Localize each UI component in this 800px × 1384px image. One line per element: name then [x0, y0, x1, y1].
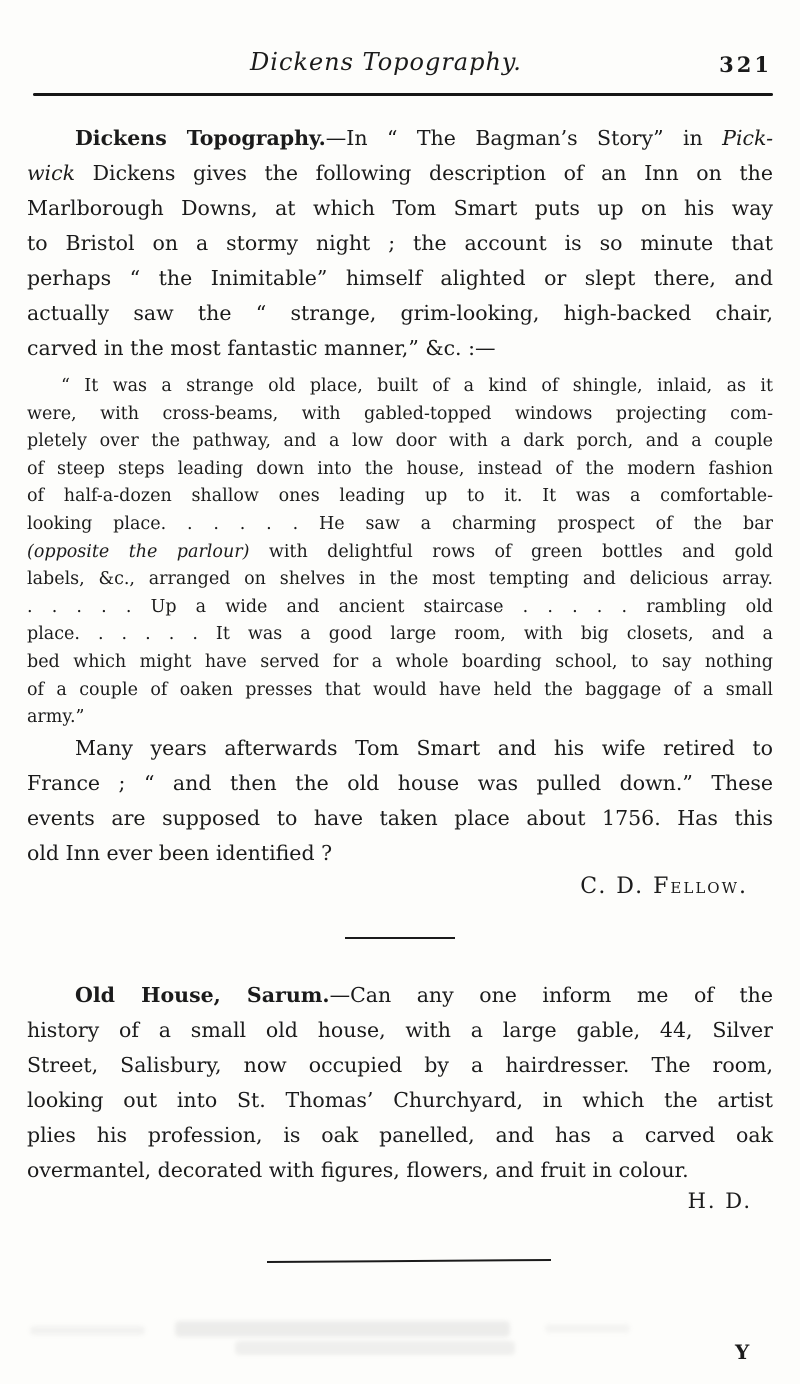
text-segment: labels, &c., arranged on shelves in the most tempting and delicious array. — [27, 569, 773, 590]
text-segment: pletely over the pathway, and a low door with a dark porch, and a couple — [27, 431, 773, 452]
text-line — [27, 373, 773, 401]
text-line — [27, 428, 773, 456]
text-segment: perhaps “ the Inimitable” himself alighted or slept there, and — [27, 266, 773, 290]
text-line — [27, 226, 773, 261]
text-segment: bed which might have served for a whole boarding school, to say nothing — [27, 651, 773, 672]
text-line — [27, 191, 773, 226]
text-segment: actually saw the “ strange, grim-looking, high-backed chair, — [27, 301, 773, 325]
bleed-through-artifact — [30, 1326, 145, 1335]
text-segment: wick — [27, 161, 76, 185]
bleed-through-artifact — [235, 1341, 515, 1355]
text-segment: overmantel, decorated with figures, flowers, and fruit in colour. — [27, 1158, 689, 1182]
bleed-through-artifact — [545, 1324, 630, 1333]
text-segment: of half-a-dozen shallow ones leading up to it. It was a comfortable- — [27, 486, 773, 507]
header-rule — [33, 93, 773, 96]
text-segment: history of a small old house, with a large gable, 44, Silver — [27, 1018, 773, 1042]
text-line — [27, 566, 773, 594]
text-line — [27, 1048, 773, 1083]
text-line — [27, 801, 773, 836]
text-line — [27, 704, 773, 732]
text-segment: Marlborough Downs, at which Tom Smart puts up on his way — [27, 196, 773, 220]
pickwick-quote-block — [27, 373, 773, 732]
text-segment: events are supposed to have taken place about 1756. Has this — [27, 806, 773, 830]
text-segment: of a couple of oaken presses that would have held the baggage of a small — [27, 679, 773, 700]
page-number: 321 — [719, 52, 772, 77]
running-header: Dickens Topography. — [250, 48, 522, 76]
text-segment: Dickens gives the following description of an Inn on the — [75, 161, 773, 185]
text-line — [27, 401, 773, 429]
dickens-topography-paragraph-2 — [27, 731, 773, 871]
text-segment: place. . . . . . It was a good large room, with big closets, and a — [27, 624, 773, 645]
text-line — [27, 1013, 773, 1048]
dickens-topography-paragraph-1 — [27, 121, 773, 366]
text-segment: “ It was a strange old place, built of a kind of shingle, inlaid, as it — [61, 376, 773, 396]
text-segment: . . . . . Up a wide and ancient staircase . . . . . rambling old — [27, 596, 773, 617]
text-segment: were, with cross-beams, with gabled-topped windows projecting com- — [27, 403, 773, 424]
text-segment: to Bristol on a stormy night ; the account is so minute that — [27, 231, 773, 255]
section-divider — [345, 937, 455, 939]
text-line — [27, 539, 773, 567]
text-segment: France ; “ and then the old house was pulled down.” These — [27, 771, 773, 795]
text-line — [27, 511, 773, 539]
old-house-sarum-paragraph — [27, 978, 773, 1188]
text-line — [27, 156, 773, 191]
signature-hd: H. D. — [687, 1189, 752, 1213]
text-segment: of steep steps leading down into the house, instead of the modern fashion — [27, 458, 773, 479]
text-line — [27, 456, 773, 484]
text-segment: with delightful rows of green bottles and gold — [249, 541, 773, 562]
text-line — [27, 296, 773, 331]
text-segment: old Inn ever been identified ? — [27, 841, 333, 865]
text-line — [27, 1118, 773, 1153]
text-line — [27, 594, 773, 622]
text-line — [27, 836, 773, 871]
text-line — [27, 649, 773, 677]
text-line — [27, 331, 773, 366]
text-segment: —In “ The Bagman’s Story” in — [325, 126, 723, 150]
text-segment: Pick- — [722, 126, 773, 150]
text-line — [27, 261, 773, 296]
text-segment: (opposite the parlour) — [27, 541, 250, 562]
text-line — [27, 121, 773, 156]
footer-divider — [267, 1259, 551, 1263]
text-segment: Old House, Sarum. — [75, 983, 330, 1007]
text-line — [27, 1083, 773, 1118]
text-line — [27, 978, 773, 1013]
text-segment: plies his profession, is oak panelled, and has a carved oak — [27, 1123, 773, 1147]
text-line — [27, 731, 773, 766]
text-line — [27, 1153, 773, 1188]
text-segment: looking out into St. Thomas’ Churchyard, in which the artist — [27, 1088, 773, 1112]
bleed-through-artifact — [175, 1321, 510, 1337]
catchword: Y — [735, 1340, 750, 1364]
text-segment: looking place. . . . . . He saw a charming prospect of the bar — [27, 513, 773, 534]
text-line — [27, 621, 773, 649]
text-segment: army.” — [27, 707, 85, 728]
text-segment: Dickens Topography. — [75, 126, 326, 150]
text-line — [27, 483, 773, 511]
text-segment: Many years afterwards Tom Smart and his wife retired to — [75, 736, 773, 760]
text-segment: —Can any one inform me of the — [329, 983, 773, 1007]
text-line — [27, 677, 773, 705]
text-line — [27, 766, 773, 801]
text-segment: Street, Salisbury, now occupied by a hairdresser. The room, — [27, 1053, 773, 1077]
signature-cd-fellow: C. D. Fellow. — [580, 874, 748, 899]
text-segment: carved in the most fantastic manner,” &c. :— — [27, 336, 496, 360]
